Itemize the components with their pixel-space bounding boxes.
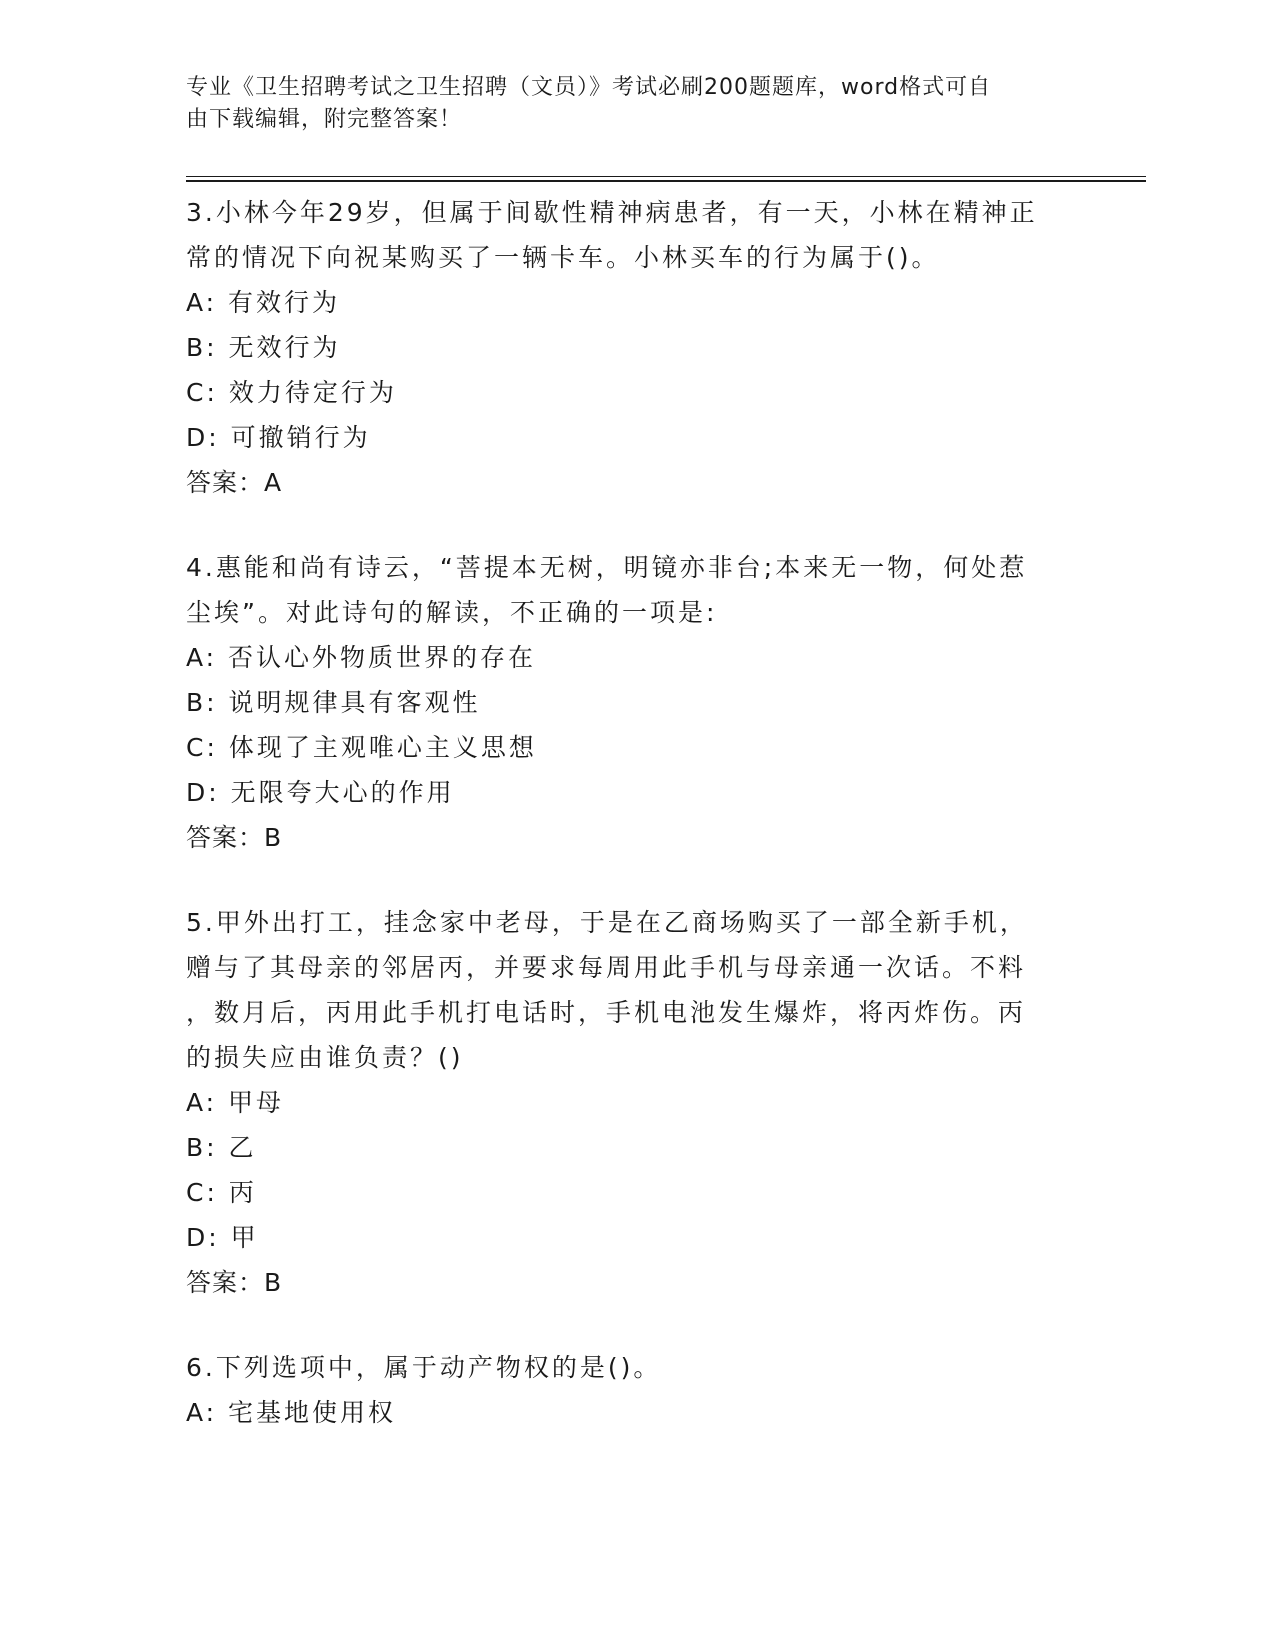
answer-label: 答案：B [186, 823, 283, 852]
answer-label: 答案：B [186, 1268, 283, 1297]
question-line: 尘埃”。对此诗句的解读，不正确的一项是: [186, 598, 718, 627]
question-text [186, 545, 1086, 635]
question-text [186, 900, 1086, 1080]
answer-label: 答案：A [186, 468, 283, 497]
header-divider-thin [186, 176, 1146, 177]
question-line: 5.甲外出打工，挂念家中老母，于是在乙商场购买了一部全新手机， [186, 908, 1028, 937]
question-line: 常的情况下向祝某购买了一辆卡车。小林买车的行为属于()。 [186, 243, 940, 272]
question-text [186, 190, 1086, 280]
question-list [186, 190, 1086, 1475]
question-line: 赠与了其母亲的邻居丙，并要求每周用此手机与母亲通一次话。不料 [186, 953, 1027, 982]
header-divider-thick [186, 180, 1146, 182]
document-header [186, 72, 1066, 136]
question-line: 6.下列选项中，属于动产物权的是()。 [186, 1353, 662, 1382]
option-c: C: 丙 [186, 1178, 257, 1207]
option-b: B: 说明规律具有客观性 [186, 688, 481, 717]
question-5 [186, 900, 1086, 1305]
option-c: C: 效力待定行为 [186, 378, 397, 407]
option-d: D: 无限夸大心的作用 [186, 778, 455, 807]
option-a: A: 有效行为 [186, 288, 341, 317]
question-4 [186, 545, 1086, 860]
question-line: 的损失应由谁负责？() [186, 1043, 464, 1072]
option-a: A: 宅基地使用权 [186, 1398, 397, 1427]
option-d: D: 甲 [186, 1223, 259, 1252]
header-line-1: 专业《卫生招聘考试之卫生招聘（文员）》考试必刷200题题库，word格式可自 [186, 75, 992, 100]
question-line: 4.惠能和尚有诗云，“菩提本无树，明镜亦非台;本来无一物，何处惹 [186, 553, 1028, 582]
option-c: C: 体现了主观唯心主义思想 [186, 733, 537, 762]
option-a: A: 甲母 [186, 1088, 285, 1117]
option-b: B: 无效行为 [186, 333, 341, 362]
header-line-2: 由下载编辑，附完整答案！ [186, 107, 463, 132]
question-text [186, 1345, 1086, 1390]
question-line: ，数月后，丙用此手机打电话时，手机电池发生爆炸，将丙炸伤。丙 [186, 998, 1027, 1027]
option-a: A: 否认心外物质世界的存在 [186, 643, 537, 672]
option-b: B: 乙 [186, 1133, 257, 1162]
question-6 [186, 1345, 1086, 1435]
question-line: 3.小林今年29岁，但属于间歇性精神病患者，有一天，小林在精神正 [186, 198, 1038, 227]
question-3 [186, 190, 1086, 505]
option-d: D: 可撤销行为 [186, 423, 371, 452]
